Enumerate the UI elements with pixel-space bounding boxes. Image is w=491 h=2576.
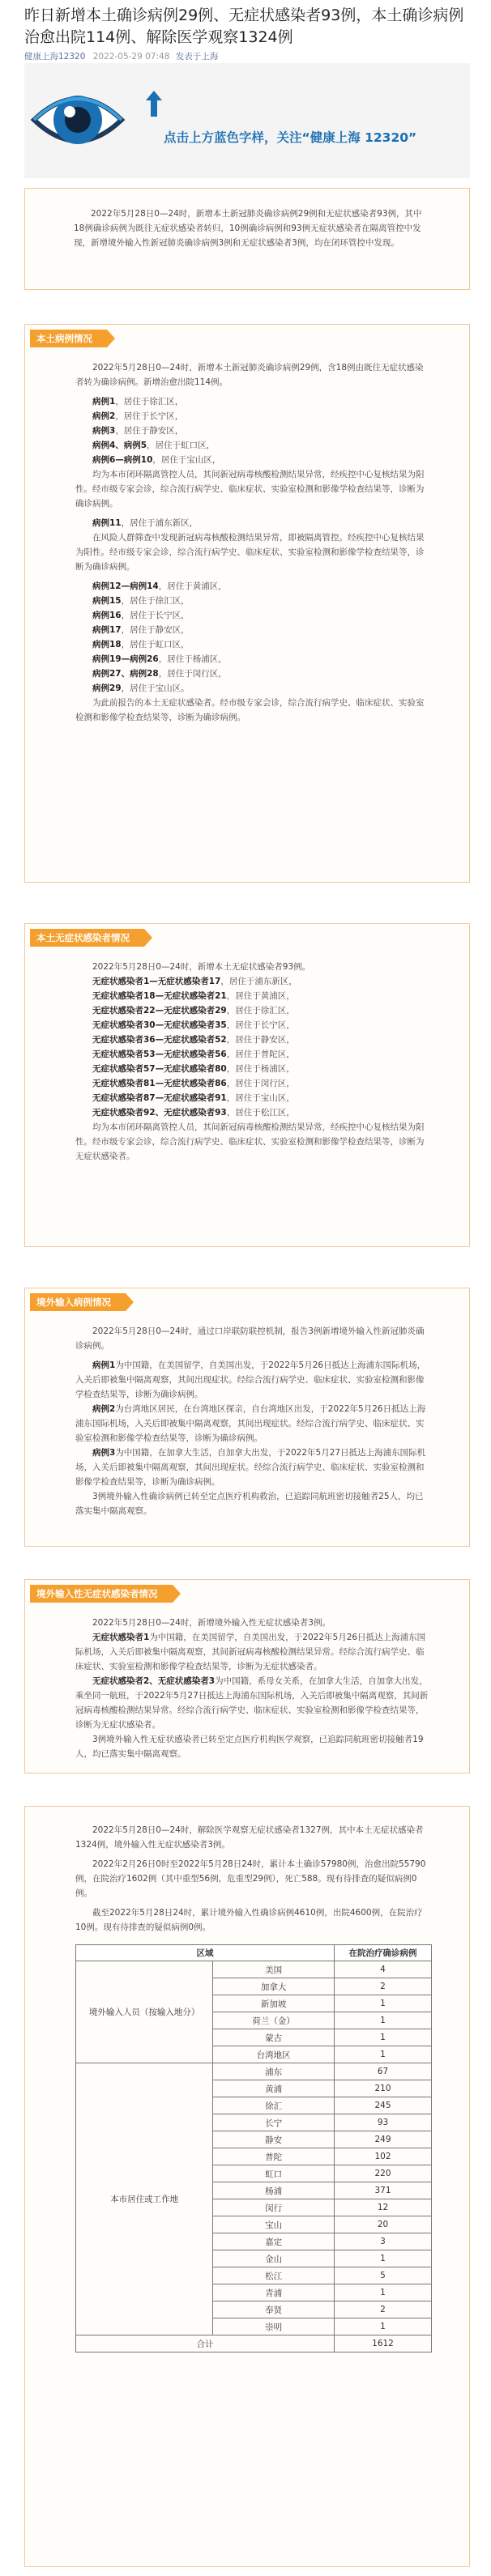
table-cell-value: 3 xyxy=(335,2233,432,2250)
case-list xyxy=(75,974,432,1120)
case-note: 为此前报告的本土无症状感染者。经市级专家会诊，综合流行病学史、临床症状、实验室检测和影像学检查结果等，诊断为确诊病例。 xyxy=(75,698,425,722)
case-address: ，居住于静安区， xyxy=(115,426,184,436)
case-item: 病例2为台湾地区居民，在台湾地区探亲，自台湾地区出发，于2022年5月26日抵达上海浦东国际机场，入关后即被集中隔离观察，其间出现症状。经综合流行病学史、临床症状、实验室检测和影像学检查结果等，诊断为确诊病例。 xyxy=(75,1404,426,1443)
case-note: 3例境外输入性无症状感染者已转至定点医疗机构医学观察，已追踪同航班密切接触者19人，均已落实集中隔离观察。 xyxy=(75,1735,424,1759)
table-cell-region: 杨浦 xyxy=(213,2182,335,2199)
table-cell-region: 虹口 xyxy=(213,2165,335,2182)
case-item xyxy=(75,666,432,681)
case-id: 病例19—病例26 xyxy=(92,654,159,664)
case-id: 病例29 xyxy=(92,683,122,693)
case-note: 均为本市闭环隔离管控人员，其间新冠病毒核酸检测结果异常，经疾控中心复核结果为阳性。经市级专家会诊，综合流行病学史、临床症状、实验室检测和影像学检查结果等，诊断为无症状感染者。 xyxy=(75,1122,425,1161)
case-id: 病例3 xyxy=(92,426,116,436)
case-address: ，居住于宝山区， xyxy=(226,1093,295,1103)
publish-date: 2022-05-29 07:48 xyxy=(92,52,170,62)
table-cell-value: 1 xyxy=(335,2046,432,2063)
case-id: 无症状感染者36—无症状感染者52 xyxy=(92,1035,227,1045)
table-cell-region: 普陀 xyxy=(213,2148,335,2165)
case-item xyxy=(75,989,432,1003)
case-id: 病例15 xyxy=(92,596,122,606)
case-id: 病例16 xyxy=(92,611,122,620)
case-list xyxy=(75,394,432,467)
case-item xyxy=(75,1003,432,1018)
case-address: ，居住于静安区， xyxy=(121,625,190,635)
summary-para-2: 2022年2月26日0时至2022年5月28日24时，累计本土确诊57980例，治愈出院55790例，在院治疗1602例（其中重型56例，危重型29例），死亡588。现有待排查的疑似病例0例。 xyxy=(75,1859,426,1898)
table-row xyxy=(76,2063,432,2080)
case-item xyxy=(75,1018,432,1033)
table-cell-value: 2 xyxy=(335,2301,432,2318)
banner-prefix: 点击上方蓝色字样，关注 xyxy=(164,130,302,145)
table-cell-value: 2 xyxy=(335,1978,432,1995)
banner-highlight: “健康上海 12320” xyxy=(301,130,417,145)
table-cell-region: 闵行 xyxy=(213,2199,335,2216)
case-address: ，居住于虹口区， xyxy=(147,441,216,450)
case-item xyxy=(75,579,432,594)
case-item xyxy=(75,608,432,623)
import-cases-card xyxy=(24,1288,470,1547)
case-id: 病例12—病例14 xyxy=(92,581,159,591)
section-intro: 2022年5月28日0—24时，新增本土新冠肺炎确诊病例29例，含18例由既往无症状感染者转为确诊病例。新增治愈出院114例。 xyxy=(75,363,424,387)
local-asym-card xyxy=(24,923,470,1247)
arrow-up-icon xyxy=(138,87,170,120)
follow-banner[interactable] xyxy=(24,63,470,178)
hospital-table xyxy=(75,1944,432,2352)
case-item xyxy=(75,623,432,637)
table-cell-value: 20 xyxy=(335,2216,432,2233)
table-cell-region: 浦东 xyxy=(213,2063,335,2080)
table-cell-value: 1 xyxy=(335,2284,432,2301)
case-item xyxy=(75,438,432,453)
section-intro: 2022年5月28日0—24时，新增本土无症状感染者93例。 xyxy=(92,962,311,972)
intro-box xyxy=(24,188,470,290)
section-intro: 2022年5月28日0—24时，通过口岸联防联控机制，报告3例新增境外输入性新冠肺炎确诊病例。 xyxy=(75,1326,425,1351)
case-item xyxy=(75,409,432,424)
table-cell-region: 金山 xyxy=(213,2250,335,2267)
case-address: ，居住于闵行区， xyxy=(226,1079,295,1088)
case-id: 病例1 xyxy=(92,397,116,407)
case-item xyxy=(75,594,432,608)
publish-location: 发表于上海 xyxy=(175,52,219,62)
section-intro: 2022年5月28日0—24时，新增境外输入性无症状感染者3例。 xyxy=(92,1618,331,1628)
table-cell-region: 新加坡 xyxy=(213,1995,335,2012)
case-item: 病例11，居住于浦东新区， xyxy=(92,518,199,528)
table-row xyxy=(76,1961,432,1978)
case-id: 病例6—病例10 xyxy=(92,455,153,465)
case-address: ，居住于长宁区， xyxy=(115,411,184,421)
table-total-row xyxy=(76,2335,432,2352)
case-item xyxy=(75,1091,432,1105)
case-address: ，居住于长宁区， xyxy=(226,1020,295,1030)
case-item xyxy=(75,637,432,652)
table-header-region: 区域 xyxy=(76,1945,335,1961)
local-cases-card xyxy=(24,324,470,883)
case-address: ，居住于徐汇区， xyxy=(226,1006,295,1015)
table-header-count: 在院治疗确诊病例 xyxy=(335,1945,432,1961)
table-cell-value: 1 xyxy=(335,2250,432,2267)
table-cell-value: 371 xyxy=(335,2182,432,2199)
table-cell-value: 1 xyxy=(335,1995,432,2012)
table-cell-value: 249 xyxy=(335,2131,432,2148)
case-note: 3例境外输入性确诊病例已转至定点医疗机构救治，已追踪同航班密切接触者25人，均已落实集中隔离观察。 xyxy=(75,1492,424,1516)
case-item: 病例3为中国籍，在加拿大生活，自加拿大出发，于2022年5月27日抵达上海浦东国际机场，入关后即被集中隔离观察，其间出现症状。经综合流行病学史、临床症状、实验室检测和影像学检查结果等，诊断为确诊病例。 xyxy=(75,1448,426,1487)
table-cell-region: 奉贤 xyxy=(213,2301,335,2318)
banner-text xyxy=(164,128,416,146)
case-item: 无症状感染者2、无症状感染者3为中国籍，系母女关系，在加拿大生活，自加拿大出发，乘坐同一航班，于2022年5月27日抵达上海浦东国际机场，入关后即被集中隔离观察，其间新冠病毒核酸检测结果异常。经综合流行病学史、临床症状、实验室检测和影像学检查结果等，诊断为无症状感染者。 xyxy=(75,1676,429,1730)
table-cell-region: 松江 xyxy=(213,2267,335,2284)
case-address: ，居住于虹口区， xyxy=(121,640,190,649)
eye-logo-icon xyxy=(29,71,126,168)
table-cell-region: 崇明 xyxy=(213,2318,335,2335)
table-cell-region: 宝山 xyxy=(213,2216,335,2233)
case-id: 无症状感染者22—无症状感染者29 xyxy=(92,1006,227,1015)
case-id: 无症状感染者81—无症状感染者86 xyxy=(92,1079,227,1088)
case-id: 病例18 xyxy=(92,640,122,649)
case-item xyxy=(75,1062,432,1076)
case-address: ，居住于徐汇区， xyxy=(121,596,190,606)
case-id: 无症状感染者18—无症状感染者21 xyxy=(92,991,227,1001)
summary-para-3: 截至2022年5月28日24时，累计境外输入性确诊病例4610例，出院4600例，在院治疗10例。现有待排查的疑似病例0例。 xyxy=(75,1908,423,1932)
case-address: ，居住于徐汇区， xyxy=(115,397,184,407)
case-item xyxy=(75,1033,432,1047)
case-item xyxy=(75,1105,432,1120)
case-id: 病例17 xyxy=(92,625,122,635)
case-address: ，居住于闵行区， xyxy=(158,669,227,679)
case-item xyxy=(75,424,432,438)
case-address: ，居住于杨浦区， xyxy=(226,1064,295,1074)
case-id: 无症状感染者92、无症状感染者93 xyxy=(92,1108,227,1118)
section-heading: 本土无症状感染者情况 xyxy=(30,929,144,947)
table-group-label: 境外输入人员（按输入地分） xyxy=(76,1961,213,2063)
case-list xyxy=(75,579,432,696)
table-cell-value: 102 xyxy=(335,2148,432,2165)
case-address: ，居住于黄浦区， xyxy=(158,581,227,591)
case-id: 病例2 xyxy=(92,411,116,421)
case-note: 在风险人群筛查中发现新冠病毒核酸检测结果异常，即被隔离管控。经疾控中心复核结果为阳性。经市级专家会诊，综合流行病学史、临床症状、实验室检测和影像学检查结果等，诊断为确诊病例。 xyxy=(75,533,425,572)
account-name-link[interactable]: 健康上海12320 xyxy=(24,52,86,62)
case-id: 无症状感染者57—无症状感染者80 xyxy=(92,1064,227,1074)
table-cell-value: 5 xyxy=(335,2267,432,2284)
table-cell-value: 67 xyxy=(335,2063,432,2080)
table-cell-region: 黄浦 xyxy=(213,2080,335,2097)
case-item: 无症状感染者1为中国籍，在美国留学，自美国出发，于2022年5月26日抵达上海浦东国际机场，入关后即被集中隔离观察，其间新冠病毒核酸检测结果异常。经综合流行病学史、临床症状、实验室检测和影像学检查结果等，诊断为无症状感染者。 xyxy=(75,1633,426,1671)
section-heading: 境外输入性无症状感染者情况 xyxy=(30,1585,173,1603)
table-cell-region: 加拿大 xyxy=(213,1978,335,1995)
table-cell-region: 荷兰（金） xyxy=(213,2012,335,2029)
case-address: ，居住于宝山区。 xyxy=(121,683,190,693)
table-cell-value: 1 xyxy=(335,2012,432,2029)
table-cell-region: 美国 xyxy=(213,1961,335,1978)
case-address: ，居住于松江区， xyxy=(226,1108,295,1118)
table-cell-region: 静安 xyxy=(213,2131,335,2148)
case-address: ，居住于普陀区， xyxy=(226,1050,295,1059)
section-heading: 本土病例情况 xyxy=(30,330,107,347)
table-cell-region: 台湾地区 xyxy=(213,2046,335,2063)
case-item xyxy=(75,1076,432,1091)
summary-para-1: 2022年5月28日0—24时，解除医学观察无症状感染者1327例，其中本土无症状感染者1324例，境外输入性无症状感染者3例。 xyxy=(75,1825,424,1850)
case-item xyxy=(75,652,432,666)
table-total-value: 1612 xyxy=(335,2335,432,2352)
table-cell-value: 4 xyxy=(335,1961,432,1978)
table-cell-region: 蒙古 xyxy=(213,2029,335,2046)
table-cell-value: 210 xyxy=(335,2080,432,2097)
case-id: 病例4、病例5 xyxy=(92,441,147,450)
case-item xyxy=(75,453,432,467)
intro-text: 2022年5月28日0—24时，新增本土新冠肺炎确诊病例29例和无症状感染者93例，其中18例确诊病例为既往无症状感染者转归，10例确诊病例和93例无症状感染者在隔离管控中发现，新增境外输入性新冠肺炎确诊病例3例和无症状感染者3例，均在闭环管控中发现。 xyxy=(74,209,422,248)
case-id: 无症状感染者30—无症状感染者35 xyxy=(92,1020,227,1030)
case-item: 病例1为中国籍，在美国留学，自美国出发，于2022年5月26日抵达上海浦东国际机场，入关后即被集中隔离观察，其间出现症状。经综合流行病学史、临床症状、实验室检测和影像学检查结果等，诊断为确诊病例。 xyxy=(75,1360,426,1399)
case-id: 无症状感染者1—无症状感染者17 xyxy=(92,977,221,986)
case-address: ，居住于黄浦区， xyxy=(226,991,295,1001)
case-id: 无症状感染者53—无症状感染者56 xyxy=(92,1050,227,1059)
summary-card xyxy=(24,1806,470,2567)
table-cell-value: 1 xyxy=(335,2029,432,2046)
article-title: 昨日新增本土确诊病例29例、无症状感染者93例，本土确诊病例治愈出院114例、解除医学观察1324例 xyxy=(24,6,464,46)
table-cell-region: 嘉定 xyxy=(213,2233,335,2250)
table-cell-region: 徐汇 xyxy=(213,2097,335,2114)
case-item xyxy=(75,681,432,696)
case-address: ，居住于宝山区， xyxy=(152,455,221,465)
case-note: 均为本市闭环隔离管控人员，其间新冠病毒核酸检测结果异常，经疾控中心复核结果为阳性。经市级专家会诊，综合流行病学史、临床症状、实验室检测和影像学检查结果等，诊断为确诊病例。 xyxy=(75,470,425,509)
case-id: 病例27、病例28 xyxy=(92,669,159,679)
table-cell-region: 青浦 xyxy=(213,2284,335,2301)
article-meta xyxy=(24,50,218,62)
table-cell-value: 220 xyxy=(335,2165,432,2182)
table-total-label: 合计 xyxy=(76,2335,335,2352)
case-id: 无症状感染者87—无症状感染者91 xyxy=(92,1093,227,1103)
table-group-label: 本市居住或工作地 xyxy=(76,2063,213,2335)
case-item xyxy=(75,974,432,989)
case-address: ，居住于静安区， xyxy=(226,1035,295,1045)
case-address: ，居住于长宁区， xyxy=(121,611,190,620)
table-cell-value: 245 xyxy=(335,2097,432,2114)
section-heading: 境外输入病例情况 xyxy=(30,1293,126,1311)
case-item xyxy=(75,1047,432,1062)
table-cell-region: 长宁 xyxy=(213,2114,335,2131)
case-item xyxy=(75,394,432,409)
case-address: ，居住于浦东新区， xyxy=(220,977,297,986)
table-cell-value: 12 xyxy=(335,2199,432,2216)
table-cell-value: 93 xyxy=(335,2114,432,2131)
table-cell-value: 1 xyxy=(335,2318,432,2335)
import-asym-card xyxy=(24,1579,470,1773)
case-address: ，居住于杨浦区， xyxy=(158,654,227,664)
